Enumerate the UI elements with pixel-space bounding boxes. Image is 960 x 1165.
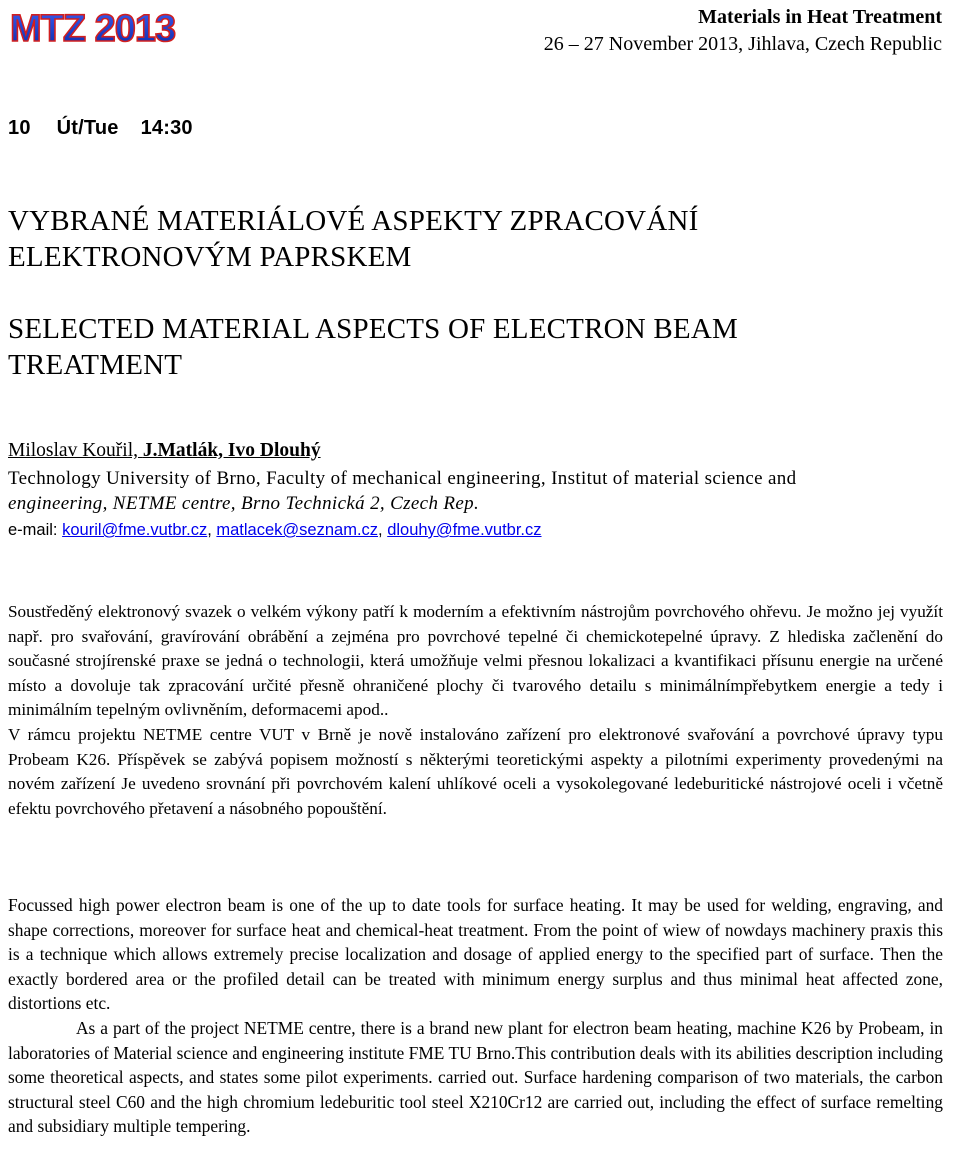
author-names-bold: J.Matlák, Ivo Dlouhý	[142, 440, 321, 461]
title-english	[8, 311, 738, 383]
email-link-kouril[interactable]: kouril@fme.vutbr.cz	[62, 521, 208, 539]
abstract-english-paragraph-1: Focussed high power electron beam is one of the up to date tools for surface heating. It may be used for welding, engraving, and shape corrections, moreover for surface heat and chemical-heat treatment. From the point of wiew of nowdays machinery praxis this is a technique which allows extremely precise localization and dosage of applied energy to the specified part of surface. Then the exactly bordered area or the profiled detail can be treated with minimum energy surplus and thus minimal heat affected zone, distortions etc.	[8, 895, 943, 1014]
session-day: Út/Tue	[56, 117, 119, 139]
abstract-english-paragraph-2: As a part of the project NETME centre, there is a brand new plant for electron beam heating, machine K26 by Probeam, in laboratories of Material science and engineering institute FME TU Brno.This contribution deals with its abilities description including some theoretical aspects, and states some pilot experiments. carried out. Surface hardening comparison of two materials, the carbon structural steel C60 and the high chromium ledeburitic tool steel X210Cr12 are carried out, including the effect of surface remelting and subsidiary multiple tempering.	[8, 1017, 943, 1137]
session-number: 10	[8, 117, 31, 139]
conference-date-place: 26 – 27 November 2013, Jihlava, Czech Republic	[543, 33, 942, 55]
title-czech-line2: ELEKTRONOVÝM PAPRSKEM	[8, 241, 412, 273]
email-link-matlacek[interactable]: matlacek@seznam.cz	[216, 521, 379, 539]
title-czech-line1: VYBRANÉ MATERIÁLOVÉ ASPEKTY ZPRACOVÁNÍ	[8, 205, 699, 237]
conference-title: Materials in Heat Treatment	[698, 6, 942, 28]
affiliation-line2: engineering, NETME centre, Brno Technická 2, Czech Rep.	[8, 493, 480, 514]
author-list	[8, 438, 321, 463]
conference-header	[544, 4, 942, 58]
affiliation	[8, 466, 948, 516]
title-english-line1: SELECTED MATERIAL ASPECTS OF ELECTRON BEAM	[8, 313, 738, 345]
email-separator: ,	[207, 521, 217, 539]
email-line	[8, 521, 542, 540]
mtz-2013-logo	[8, 4, 178, 50]
abstract-english	[8, 893, 943, 1139]
session-time: 14:30	[140, 117, 193, 139]
title-english-line2: TREATMENT	[8, 349, 183, 381]
email-separator: ,	[378, 521, 388, 539]
abstract-czech	[8, 600, 943, 821]
abstract-czech-paragraph-1: Soustředěný elektronový svazek o velkém výkony patří k moderním a efektivním nástrojům povrchového ohřevu. Je možno jej využít např. pro svařování, gravírování obrábění a zejména pro povrchové tepelné či chemickotepelné úpravy. Z hlediska začlenění do současné strojírenské praxe se jedná o technologii, která umožňuje velmi přesnou lokalizaci a kvantifikaci přísunu energie na určené místo a dovoluje tak zpracování určité přesně ohraničené plochy či tvarového detailu s minimálnímpřebytkem energie a tedy i minimálním tepelným ovlivněním, deformacemi apod..	[8, 602, 943, 720]
email-link-dlouhy[interactable]: dlouhy@fme.vutbr.cz	[387, 521, 542, 539]
affiliation-line1: Technology University of Brno, Faculty of mechanical engineering, Institut of material science and	[8, 468, 797, 489]
session-info	[8, 117, 193, 140]
abstract-czech-paragraph-2: V rámcu projektu NETME centre VUT v Brně je nově instalováno zařízení pro elektronové svařování a povrchové úpravy typu Probeam K26. Příspěvek se zabývá popisem možností s některými teoretickými aspekty a pilotními experimenty provedenými na novém zařízení Je uvedeno srovnání při povrchovém kalení uhlíkové oceli a vysokolegované ledeburitické nástrojové oceli i včetně efektu povrchového přetavení a násobného popouštění.	[8, 724, 943, 818]
email-label: e-mail:	[8, 521, 63, 539]
title-czech	[8, 203, 698, 275]
author-names-plain: Miloslav Kouřil,	[8, 440, 143, 461]
logo-text: MTZ 2013	[10, 8, 176, 50]
